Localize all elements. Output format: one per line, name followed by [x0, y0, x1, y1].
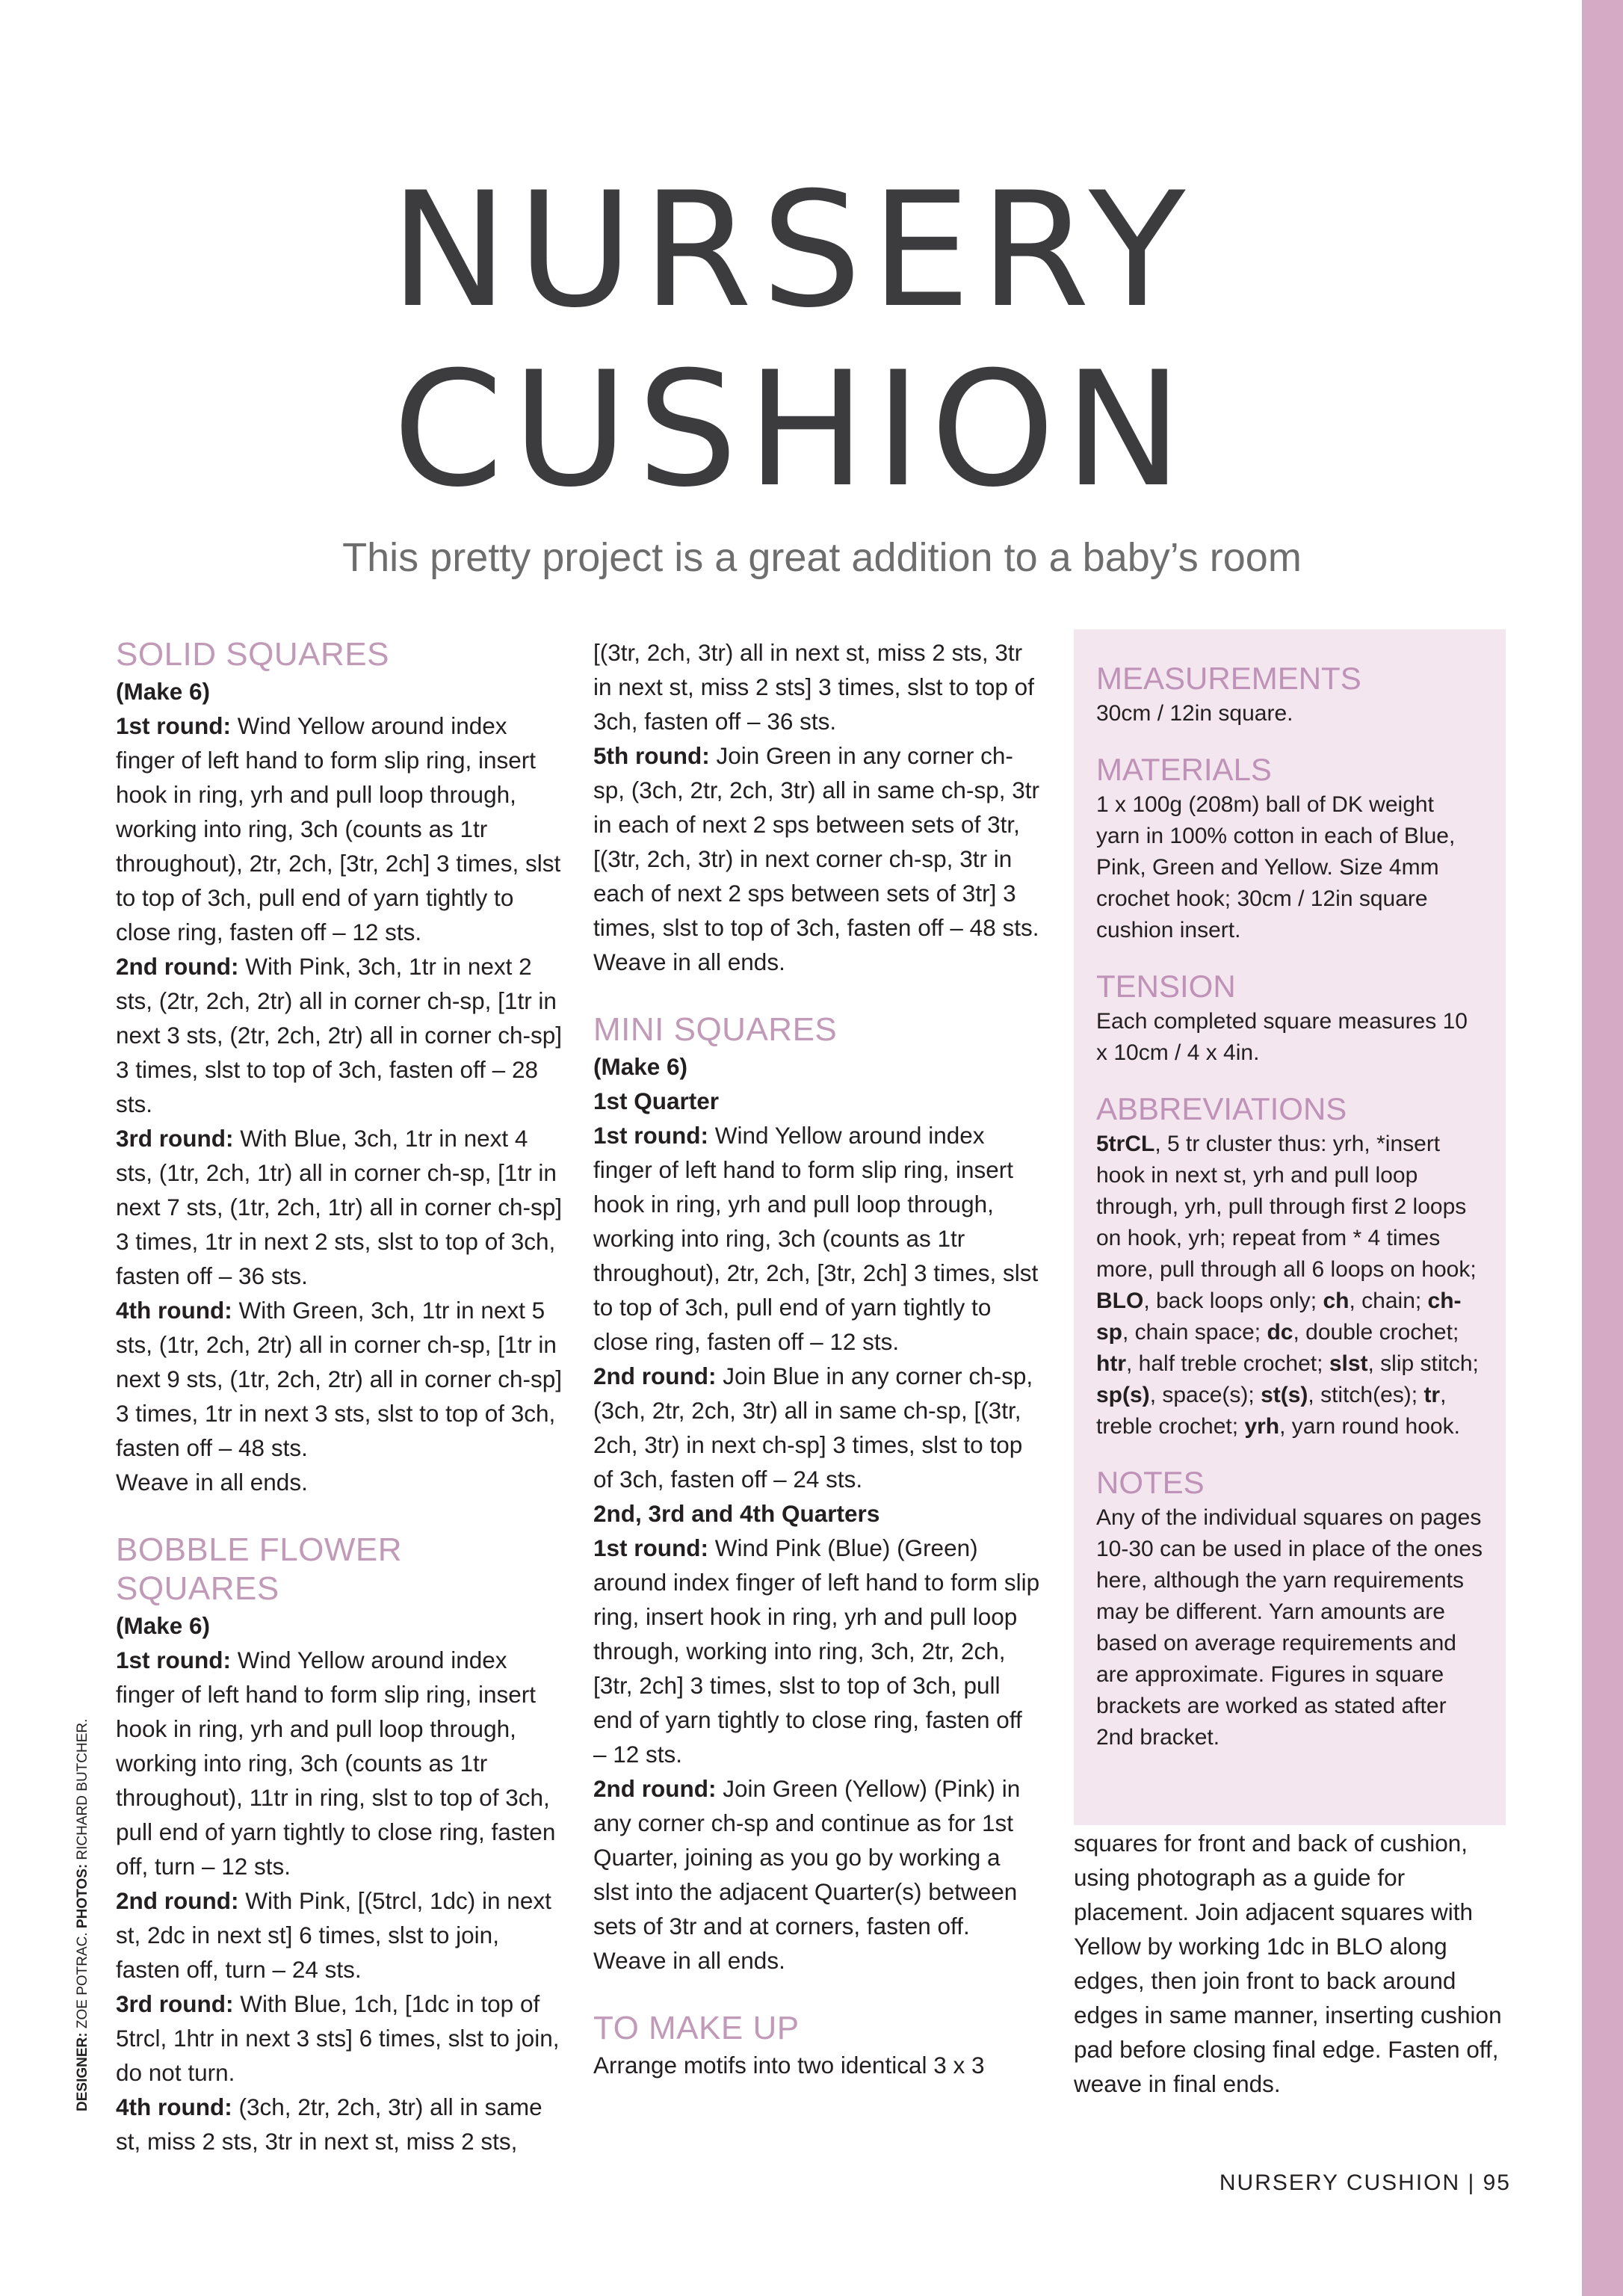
section-heading-solid-squares: SOLID SQUARES	[116, 636, 389, 673]
round-1: 1st round: Wind Pink (Blue) (Green) around index finger of left hand to form slip ring, insert hook in ring, yrh and pull loop through, working into ring, 3ch, 2tr, 2ch, [3tr, 2ch] 3 times, slst to top of 3ch, pull end of yarn tightly to close ring, fasten off – 12 sts.	[593, 1534, 1040, 1768]
heading-tension: TENSION	[1096, 969, 1236, 1004]
round-4: 4th round: (3ch, 2tr, 2ch, 3tr) all in same st, miss 2 sts, 3tr in next st, miss 2 sts,	[116, 2093, 542, 2155]
make-up-text: Arrange motifs into two identical 3 x 3	[593, 2052, 985, 2079]
round-5: 5th round: Join Green in any corner ch-sp, (3ch, 2tr, 2ch, 3tr) all in same ch-sp, 3tr in each of next 2 sps between sets of 3tr, [(3tr, 2ch, 3tr) in next corner ch-sp, 3tr in each of next 2 sps between sets of 3tr] 3 times, slst to top of 3ch, fasten off – 48 sts.	[593, 742, 1039, 941]
page-footer: NURSERY CUSHION | 95	[1219, 2170, 1511, 2195]
section-heading-bobble-flower: BOBBLE FLOWER SQUARES	[116, 1531, 403, 1607]
round-3: 3rd round: With Blue, 3ch, 1tr in next 4 sts, (1tr, 2ch, 1tr) all in corner ch-sp, [1tr in next 7 sts, (1tr, 2ch, 1tr) all in corner ch-sp] 3 times, 1tr in next 2 sts, slst to top of 3ch, fasten off – 36 sts.	[116, 1125, 562, 1289]
subtitle: This pretty project is a great addition to a baby’s room	[342, 535, 1302, 580]
round-4-continued: [(3tr, 2ch, 3tr) all in next st, miss 2 sts, 3tr in next st, miss 2 sts] 3 times, slst to top of 3ch, fasten off – 36 sts.	[593, 639, 1034, 735]
round-2: 2nd round: With Pink, 3ch, 1tr in next 2 sts, (2tr, 2ch, 2tr) all in corner ch-sp, [1tr in next 3 sts, (2tr, 2ch, 2tr) all in corner ch-sp] 3 times, slst to top of 3ch, fasten off – 28 sts.	[116, 953, 562, 1117]
heading-abbreviations: ABBREVIATIONS	[1096, 1091, 1347, 1126]
section-heading-mini-squares: MINI SQUARES	[593, 1011, 838, 1048]
materials-text: 1 x 100g (208m) ball of DK weight yarn in 100% cotton in each of Blue, Pink, Green and Yellow. Size 4mm crochet hook; 30cm / 12in square cushion insert.	[1096, 792, 1456, 942]
round-2: 2nd round: Join Blue in any corner ch-sp, (3ch, 2tr, 2ch, 3tr) all in same ch-sp, [(3tr, 2ch, 3tr) in next ch-sp] 3 times, slst to top of 3ch, fasten off – 24 sts.	[593, 1363, 1033, 1493]
column-3	[1074, 1826, 1507, 2101]
round-1: 1st round: Wind Yellow around index finger of left hand to form slip ring, insert hook in ring, yrh and pull loop through, working into ring, 3ch (counts as 1tr throughout), 2tr, 2ch, [3tr, 2ch] 3 times, slst to top of 3ch, pull end of yarn tightly to close ring, fasten off – 12 sts.	[116, 712, 561, 945]
info-sidebar	[1074, 629, 1506, 1825]
round-4: 4th round: With Green, 3ch, 1tr in next 5 sts, (1tr, 2ch, 2tr) all in corner ch-sp, [1tr in next 9 sts, (1tr, 2ch, 2tr) all in corner ch-sp] 3 times, 1tr in next 3 sts, slst to top of 3ch, fasten off – 48 sts.	[116, 1297, 562, 1461]
notes-text: Any of the individual squares on pages 10-30 can be used in place of the ones here, although the yarn requirements may be different. Yarn amounts are based on average requirements and are approximate. Figures in square brackets are worked as stated after 2nd bracket.	[1096, 1505, 1483, 1750]
weave-note: Weave in all ends.	[116, 1469, 308, 1496]
title-line-2: CUSHION	[392, 337, 1192, 522]
sub-heading-1st-quarter: 1st Quarter	[593, 1087, 720, 1114]
round-2: 2nd round: Join Green (Yellow) (Pink) in any corner ch-sp and continue as for 1st Quarter, joining as you go by working a slst into the adjacent Quarter(s) between sets of 3tr and at corners, fasten off. Weave in all ends.	[593, 1775, 1021, 1974]
make-count: (Make 6)	[116, 678, 211, 705]
heading-measurements: MEASUREMENTS	[1096, 661, 1361, 696]
tension-text: Each completed square measures 10 x 10cm / 4 x 4in.	[1096, 1009, 1468, 1065]
column-2	[593, 635, 1042, 2082]
measurements-text: 30cm / 12in square.	[1096, 701, 1293, 726]
heading-materials: MATERIALS	[1096, 752, 1272, 787]
round-1: 1st round: Wind Yellow around index finger of left hand to form slip ring, insert hook in ring, yrh and pull loop through, working into ring, 3ch (counts as 1tr throughout), 11tr in ring, slst to top of 3ch, pull end of yarn tightly to close ring, fasten off, turn – 12 sts.	[116, 1647, 556, 1880]
weave-note: Weave in all ends.	[593, 948, 785, 975]
round-1: 1st round: Wind Yellow around index finger of left hand to form slip ring, insert hook in ring, yrh and pull loop through, working into ring, 3ch (counts as 1tr throughout), 2tr, 2ch, [3tr, 2ch] 3 times, slst to top of 3ch, pull end of yarn tightly to close ring, fasten off – 12 sts.	[593, 1122, 1039, 1355]
abbreviations-text: 5trCL, 5 tr cluster thus: yrh, *insert hook in next st, yrh and pull loop through, yrh, pull through first 2 loops on hook, yrh; repeat from * 4 times more, pull through all 6 loops on hook; BLO, back loops only; ch, chain; ch-sp, chain space; dc, double crochet; htr, half treble crochet; slst, slip stitch; sp(s), space(s); st(s), stitch(es); tr, treble crochet; yrh, yarn round hook.	[1096, 1132, 1479, 1439]
make-up-continued: squares for front and back of cushion, using photograph as a guide for placement. Join adjacent squares with Yellow by working 1dc in BLO along edges, then join front to back around edges in same manner, inserting cushion pad before closing final edge. Fasten off, weave in final ends.	[1074, 1830, 1502, 2097]
heading-notes: NOTES	[1096, 1465, 1205, 1500]
title-line-1: NURSERY	[389, 158, 1195, 342]
page-edge-bar	[1582, 0, 1623, 2296]
sub-heading-other-quarters: 2nd, 3rd and 4th Quarters	[593, 1500, 880, 1527]
column-1	[116, 635, 564, 2158]
round-3: 3rd round: With Blue, 1ch, [1dc in top of 5trcl, 1htr in next 3 sts] 6 times, slst to join, do not turn.	[116, 1990, 560, 2086]
make-count: (Make 6)	[116, 1612, 211, 1639]
photo-credit: DESIGNER: ZOE POTRAC. PHOTOS: RICHARD BUTCHER.	[75, 1718, 90, 2111]
make-count: (Make 6)	[593, 1053, 688, 1080]
round-2: 2nd round: With Pink, [(5trcl, 1dc) in next st, 2dc in next st] 6 times, slst to join, fasten off, turn – 24 sts.	[116, 1887, 551, 1983]
section-heading-to-make-up: TO MAKE UP	[593, 2010, 800, 2046]
